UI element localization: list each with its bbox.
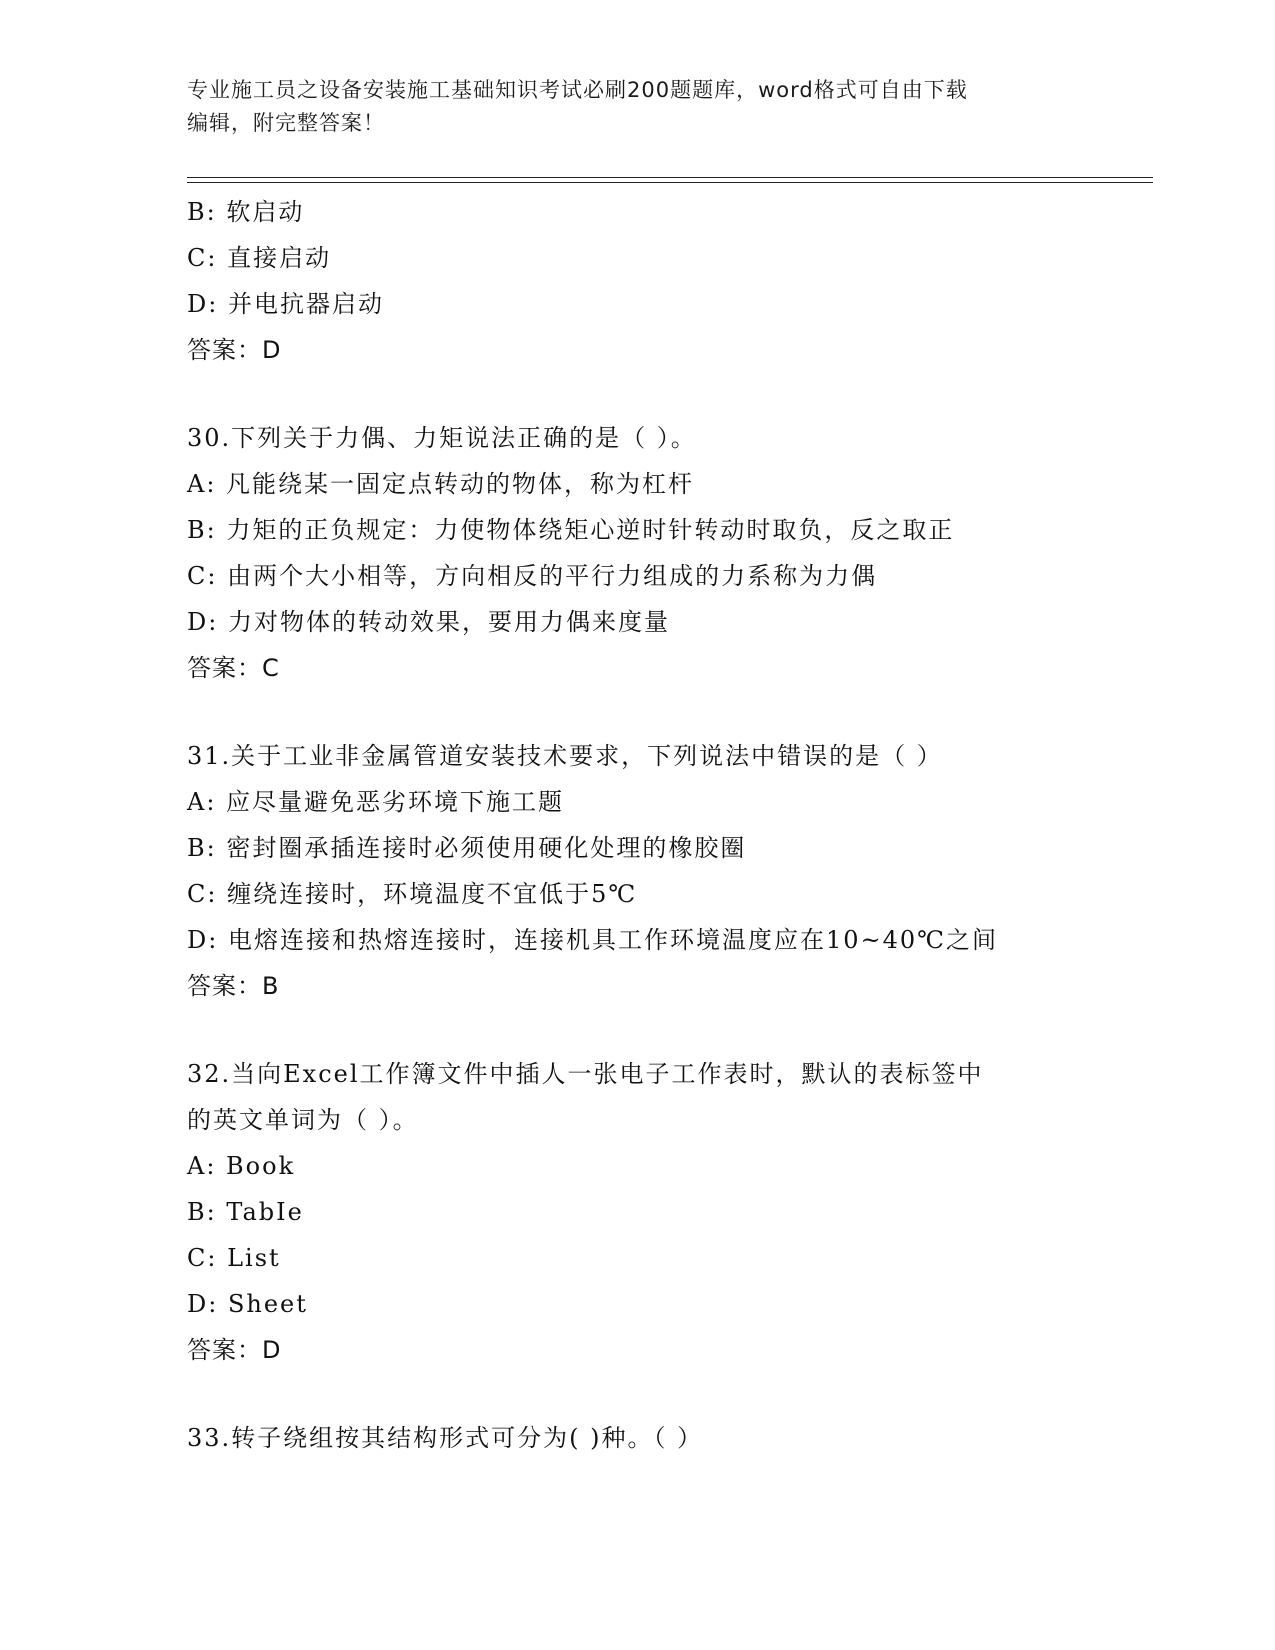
header-divider-bottom [187, 182, 1153, 183]
option-a: A: 应尽量避免恶劣环境下施工题 [187, 788, 565, 816]
answer-label: 答案：B [187, 972, 280, 1000]
option-d: D: 力对物体的转动效果，要用力偶来度量 [187, 608, 670, 636]
question-stem: 30.下列关于力偶、力矩说法正确的是（ ）。 [187, 424, 697, 452]
question-30 [187, 415, 1087, 691]
header-title-line-2: 编辑，附完整答案！ [187, 111, 385, 135]
question-list [187, 189, 1087, 1461]
question-stem: 33.转子绕组按其结构形式可分为( )种。（ ） [187, 1424, 704, 1452]
option-b: B: 力矩的正负规定：力使物体绕矩心逆时针转动时取负，反之取正 [187, 516, 955, 544]
header-title-line-1: 专业施工员之设备安装施工基础知识考试必刷200题题库，word格式可自由下载 [187, 78, 968, 102]
question-33 [187, 1415, 1087, 1461]
option-c: C: 缠绕连接时，环境温度不宜低于5℃ [187, 880, 638, 908]
question-29-continued [187, 189, 1087, 373]
option-b: B: TabIe [187, 1198, 304, 1226]
option-c: C: 由两个大小相等，方向相反的平行力组成的力系称为力偶 [187, 562, 878, 590]
option-c: C: List [187, 1244, 281, 1272]
option-b: B: 软启动 [187, 198, 305, 226]
answer-label: 答案：D [187, 336, 282, 364]
option-a: A: Book [187, 1152, 296, 1180]
header-divider-top [187, 177, 1153, 178]
option-c: C: 直接启动 [187, 244, 332, 272]
option-d: D: 电熔连接和热熔连接时，连接机具工作环境温度应在10~40℃之间 [187, 926, 998, 954]
question-31 [187, 733, 1087, 1009]
option-a: A: 凡能绕某一固定点转动的物体，称为杠杆 [187, 470, 695, 498]
option-d: D: 并电抗器启动 [187, 290, 384, 318]
option-d: D: Sheet [187, 1290, 308, 1318]
question-stem-line-2: 的英文单词为（ ）。 [187, 1106, 419, 1134]
question-32 [187, 1051, 1087, 1373]
question-stem-line-1: 32.当向Excel工作簿文件中插人一张电子工作表时，默认的表标签中 [187, 1060, 984, 1088]
question-stem: 31.关于工业非金属管道安装技术要求，下列说法中错误的是（ ） [187, 742, 943, 770]
answer-label: 答案：C [187, 654, 280, 682]
answer-label: 答案：D [187, 1336, 282, 1364]
document-header [187, 74, 1067, 140]
option-b: B: 密封圈承插连接时必须使用硬化处理的橡胶圈 [187, 834, 747, 862]
